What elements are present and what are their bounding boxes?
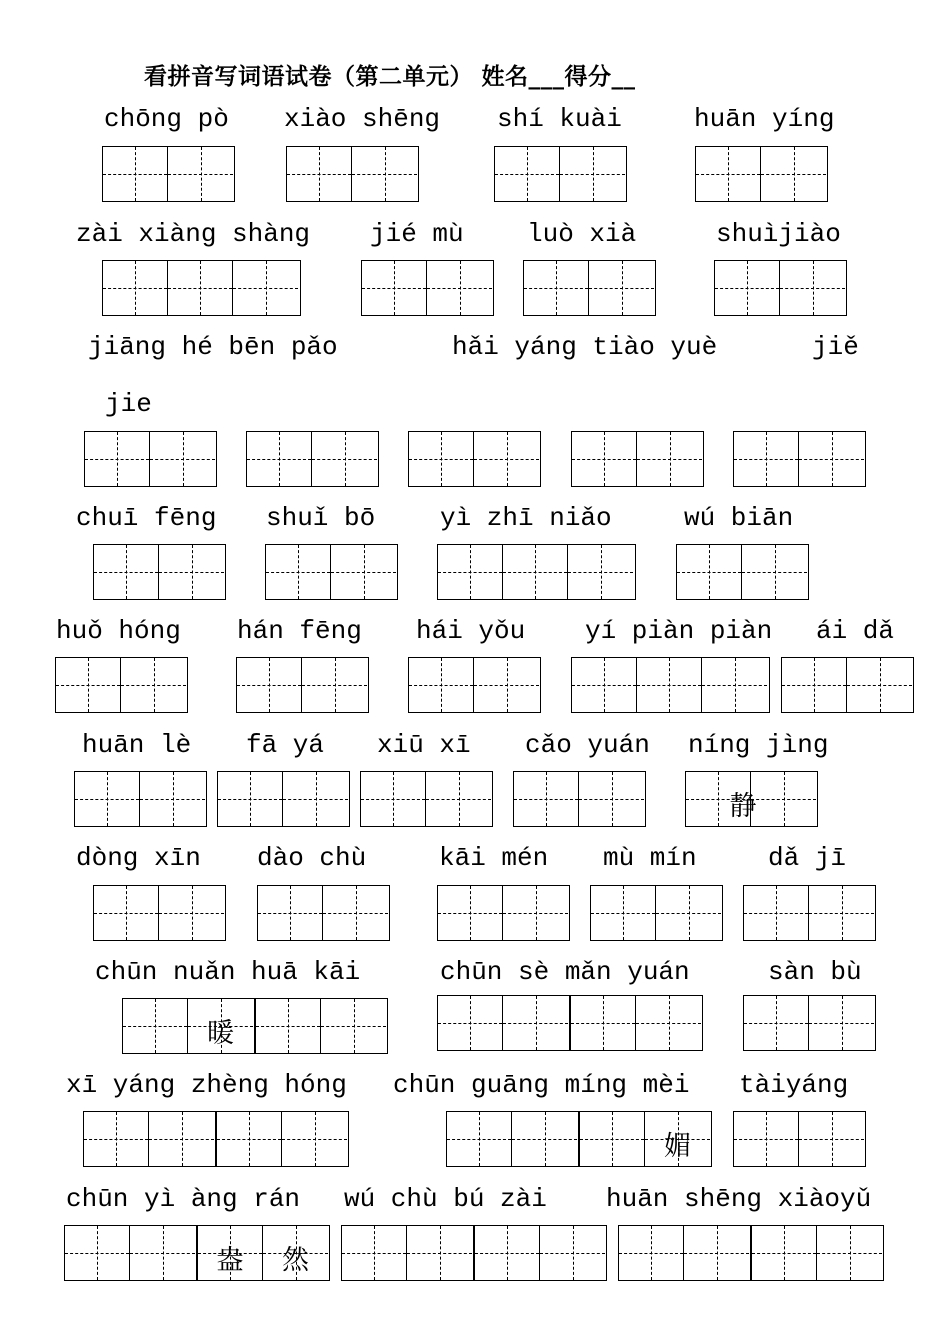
pinyin-label: wú biān [684,503,794,533]
writing-grid[interactable] [571,431,704,487]
pinyin-label: xī yáng zhèng hóng [66,1070,347,1100]
writing-grid[interactable] [265,544,398,600]
writing-grid[interactable] [571,657,770,713]
pinyin-label: wú chù bú zài [344,1184,547,1214]
pinyin-label: yì zhī niǎo [440,503,612,533]
writing-grid[interactable] [216,1111,349,1167]
writing-grid[interactable] [437,544,636,600]
writing-grid[interactable] [55,657,188,713]
writing-grid[interactable] [618,1225,751,1281]
writing-grid[interactable] [494,146,627,202]
pinyin-label: xiū xī [377,730,471,760]
filled-character: 盎 [216,1245,244,1276]
pinyin-label: chūn nuǎn huā kāi [95,957,361,987]
writing-grid[interactable] [743,885,876,941]
writing-grid[interactable] [474,1225,607,1281]
writing-grid[interactable] [255,998,388,1054]
writing-grid[interactable] [446,1111,579,1167]
writing-grid[interactable] [236,657,369,713]
worksheet-title: 看拼音写词语试卷（第二单元） 姓名___得分__ [144,64,636,90]
writing-grid[interactable] [93,544,226,600]
pinyin-label: jiāng hé bēn pǎo [88,332,338,362]
writing-grid[interactable] [246,431,379,487]
writing-grid[interactable] [570,995,703,1051]
writing-grid[interactable] [743,995,876,1051]
pinyin-label: chōng pò [104,104,229,134]
pinyin-label: chūn guāng míng mèi [393,1070,690,1100]
writing-grid[interactable] [286,146,419,202]
writing-grid[interactable] [714,260,847,316]
writing-grid[interactable] [579,1111,712,1167]
writing-grid[interactable] [360,771,493,827]
writing-grid[interactable] [523,260,656,316]
writing-grid[interactable] [93,885,226,941]
writing-grid[interactable] [590,885,723,941]
pinyin-label: dòng xīn [76,843,201,873]
pinyin-label: hái yǒu [416,616,526,646]
pinyin-label: huān lè [82,730,192,760]
writing-grid[interactable] [257,885,390,941]
pinyin-label: huān shēng xiàoyǔ [606,1184,872,1214]
writing-grid[interactable] [437,995,570,1051]
filled-character: 媚 [664,1131,691,1162]
writing-grid[interactable] [64,1225,197,1281]
writing-grid[interactable] [197,1225,330,1281]
writing-grid[interactable] [781,657,914,713]
pinyin-label: chūn sè mǎn yuán [440,957,690,987]
pinyin-label: dào chù [257,843,367,873]
filled-character: 然 [282,1245,309,1276]
pinyin-label: cǎo yuán [525,730,650,760]
pinyin-label: hán fēng [237,616,362,646]
pinyin-label: shuìjiào [716,219,841,249]
pinyin-label: ái dǎ [816,616,895,646]
writing-grid[interactable] [676,544,809,600]
pinyin-label: jié mù [370,219,464,249]
writing-grid[interactable] [733,431,866,487]
pinyin-label: huān yíng [694,104,835,134]
pinyin-label: tàiyáng [739,1070,849,1100]
pinyin-label: dǎ jī [768,843,847,873]
pinyin-label: chūn yì àng rán [66,1184,301,1214]
writing-grid[interactable] [733,1111,866,1167]
pinyin-label: zài xiàng shàng [76,219,311,249]
pinyin-label: huǒ hóng [56,616,181,646]
writing-grid[interactable] [102,260,301,316]
writing-grid[interactable] [122,998,255,1054]
pinyin-label: mù mín [603,843,697,873]
writing-grid[interactable] [751,1225,884,1281]
writing-grid[interactable] [513,771,646,827]
pinyin-label: kāi mén [439,843,549,873]
writing-grid[interactable] [102,146,235,202]
writing-grid[interactable] [685,771,818,827]
pinyin-label: xiào shēng [284,104,441,134]
pinyin-label: fā yá [246,730,325,760]
filled-character: 静 [729,791,757,822]
filled-character: 暖 [207,1018,234,1049]
writing-grid[interactable] [437,885,570,941]
writing-grid[interactable] [695,146,828,202]
pinyin-label: shí kuài [497,104,622,134]
writing-grid[interactable] [83,1111,216,1167]
writing-grid[interactable] [84,431,217,487]
pinyin-label: jie [105,389,152,419]
pinyin-label: hǎi yáng tiào yuè [452,332,718,362]
writing-grid[interactable] [341,1225,474,1281]
writing-grid[interactable] [217,771,350,827]
pinyin-label: chuī fēng [76,503,217,533]
writing-grid[interactable] [361,260,494,316]
pinyin-label: luò xià [527,219,637,249]
pinyin-label: shuǐ bō [266,503,376,533]
writing-grid[interactable] [408,431,541,487]
pinyin-label: níng jìng [688,730,829,760]
writing-grid[interactable] [408,657,541,713]
pinyin-label: yí piàn piàn [585,616,773,646]
pinyin-label: jiě [812,332,859,362]
writing-grid[interactable] [74,771,207,827]
pinyin-label: sàn bù [768,957,862,987]
